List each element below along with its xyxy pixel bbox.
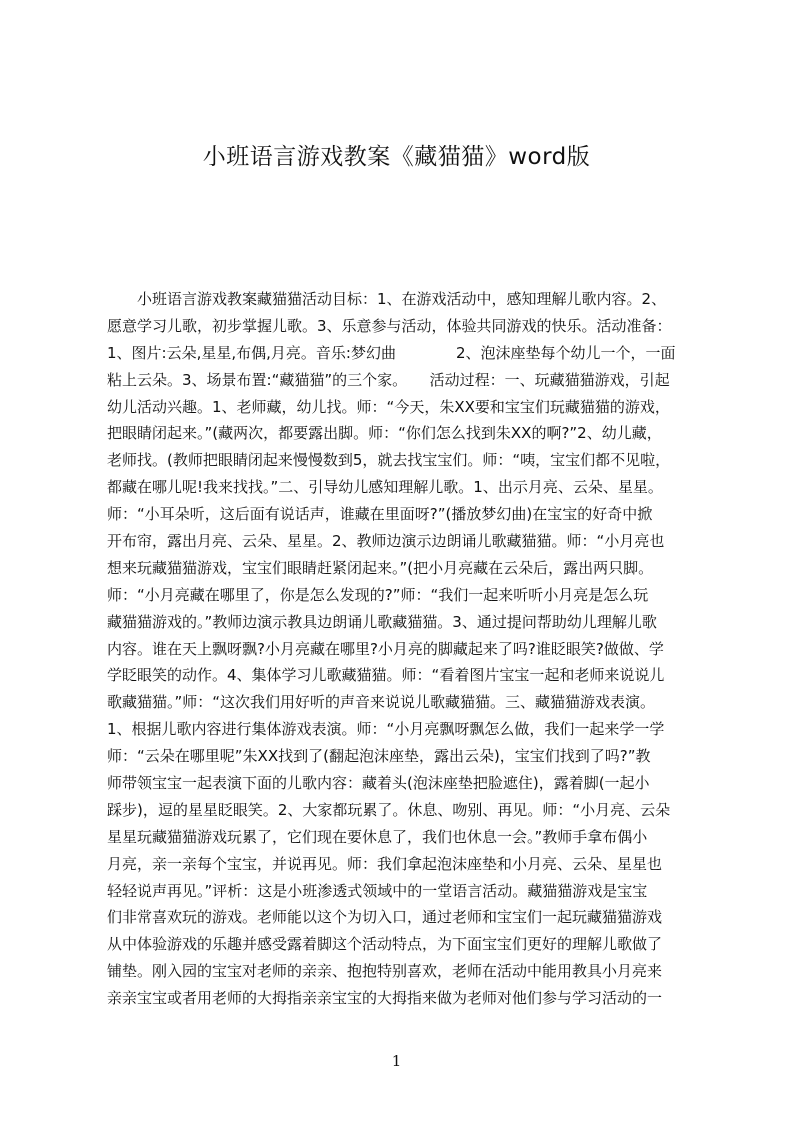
body-line: 师带领宝宝一起表演下面的儿歌内容：藏着头(泡沫座垫把脸遮住)，露着脚(一起小 (107, 774, 650, 793)
body-line: 学眨眼笑的动作。4、集体学习儿歌藏猫猫。师：“看着图片宝宝一起和老师来说说儿 (107, 666, 665, 685)
body-line: 踩步)，逗的星星眨眼笑。2、大家都玩累了。休息、吻别、再见。师：“小月亮、云朵 (107, 800, 671, 819)
body-line: 想来玩藏猫猫游戏，宝宝们眼睛赶紧闭起来。”(把小月亮藏在云朵后，露出两只脚。 (107, 558, 654, 577)
page-number: 1 (391, 1052, 402, 1070)
body-line: 师：“小月亮藏在哪里了，你是怎么发现的?”师：“我们一起来听听小月亮是怎么玩 (107, 585, 649, 604)
body-line: 1、根据儿歌内容进行集体游戏表演。师：“小月亮飘呀飘怎么做，我们一起来学一学 (107, 720, 665, 739)
body-line: 愿意学习儿歌，初步掌握儿歌。3、乐意参与活动，体验共同游戏的快乐。活动准备： (107, 316, 672, 335)
body-line: 铺垫。刚入园的宝宝对老师的亲亲、抱抱特别喜欢，老师在活动中能用教具小月亮来 (107, 962, 663, 981)
body-line: 亲亲宝宝或者用老师的大拇指亲亲宝宝的大拇指来做为老师对他们参与学习活动的一 (107, 989, 663, 1008)
body-line: 歌藏猫猫。”师：“这次我们用好听的声音来说说儿歌藏猫猫。三、藏猫猫游戏表演。 (107, 693, 656, 712)
document-title: 小班语言游戏教案《藏猫猫》word版 (202, 144, 591, 170)
body-line: 师：“云朵在哪里呢”朱XX找到了(翻起泡沫座垫，露出云朵)，宝宝们找到了吗?”教 (107, 747, 651, 766)
body-line: 从中体验游戏的乐趣并感受露着脚这个活动特点，为下面宝宝们更好的理解儿歌做了 (107, 935, 663, 954)
body-line: 幼儿活动兴趣。1、老师藏，幼儿找。师：“今天，朱XX要和宝宝们玩藏猫猫的游戏， (107, 397, 670, 416)
body-line: 星星玩藏猫猫游戏玩累了，它们现在要休息了，我们也休息一会。”教师手拿布偶小 (107, 827, 648, 846)
body-line: 开布帘，露出月亮、云朵、星星。2、教师边演示边朗诵儿歌藏猫猫。师：“小月亮也 (107, 532, 665, 551)
body-line: 师：“小耳朵听，这后面有说话声，谁藏在里面呀?”(播放梦幻曲)在宝宝的好奇中掀 (107, 505, 653, 524)
body-line: 老师找。(教师把眼睛闭起来慢慢数到5，就去找宝宝们。师：“咦，宝宝们都不见啦， (107, 451, 671, 470)
body-line: 小班语言游戏教案藏猫猫活动目标：1、在游戏活动中，感知理解儿歌内容。2、 (107, 290, 667, 308)
body-line: 轻轻说声再见。”评析：这是小班渗透式领域中的一堂语言活动。藏猫猫游戏是宝宝 (107, 881, 648, 900)
body-line: 粘上云朵。3、场景布置:“藏猫猫”的三个家。 活动过程：一、玩藏猫猫游戏，引起 (107, 370, 670, 389)
body-line: 把眼睛闭起来。”(藏两次，都要露出脚。师：“你们怎么找到朱XX的啊?”2、幼儿藏， (107, 424, 662, 443)
body-line: 月亮，亲一亲每个宝宝，并说再见。师：我们拿起泡沫座垫和小月亮、云朵、星星也 (107, 854, 663, 873)
document-body (107, 286, 699, 1012)
body-line: 1、图片:云朵,星星,布偶,月亮。音乐:梦幻曲 2、泡沫座垫每个幼儿一个，一面 (107, 343, 676, 362)
body-line: 内容。谁在天上飘呀飘?小月亮藏在哪里?小月亮的脚藏起来了吗?谁眨眼笑?做做、学 (107, 639, 664, 658)
body-line: 们非常喜欢玩的游戏。老师能以这个为切入口，通过老师和宝宝们一起玩藏猫猫游戏 (107, 908, 663, 927)
body-line: 都藏在哪儿呢!我来找找。”二、引导幼儿感知理解儿歌。1、出示月亮、云朵、星星。 (107, 478, 663, 497)
body-line: 藏猫猫游戏的。”教师边演示教具边朗诵儿歌藏猫猫。3、通过提问帮助幼儿理解儿歌 (107, 612, 657, 631)
